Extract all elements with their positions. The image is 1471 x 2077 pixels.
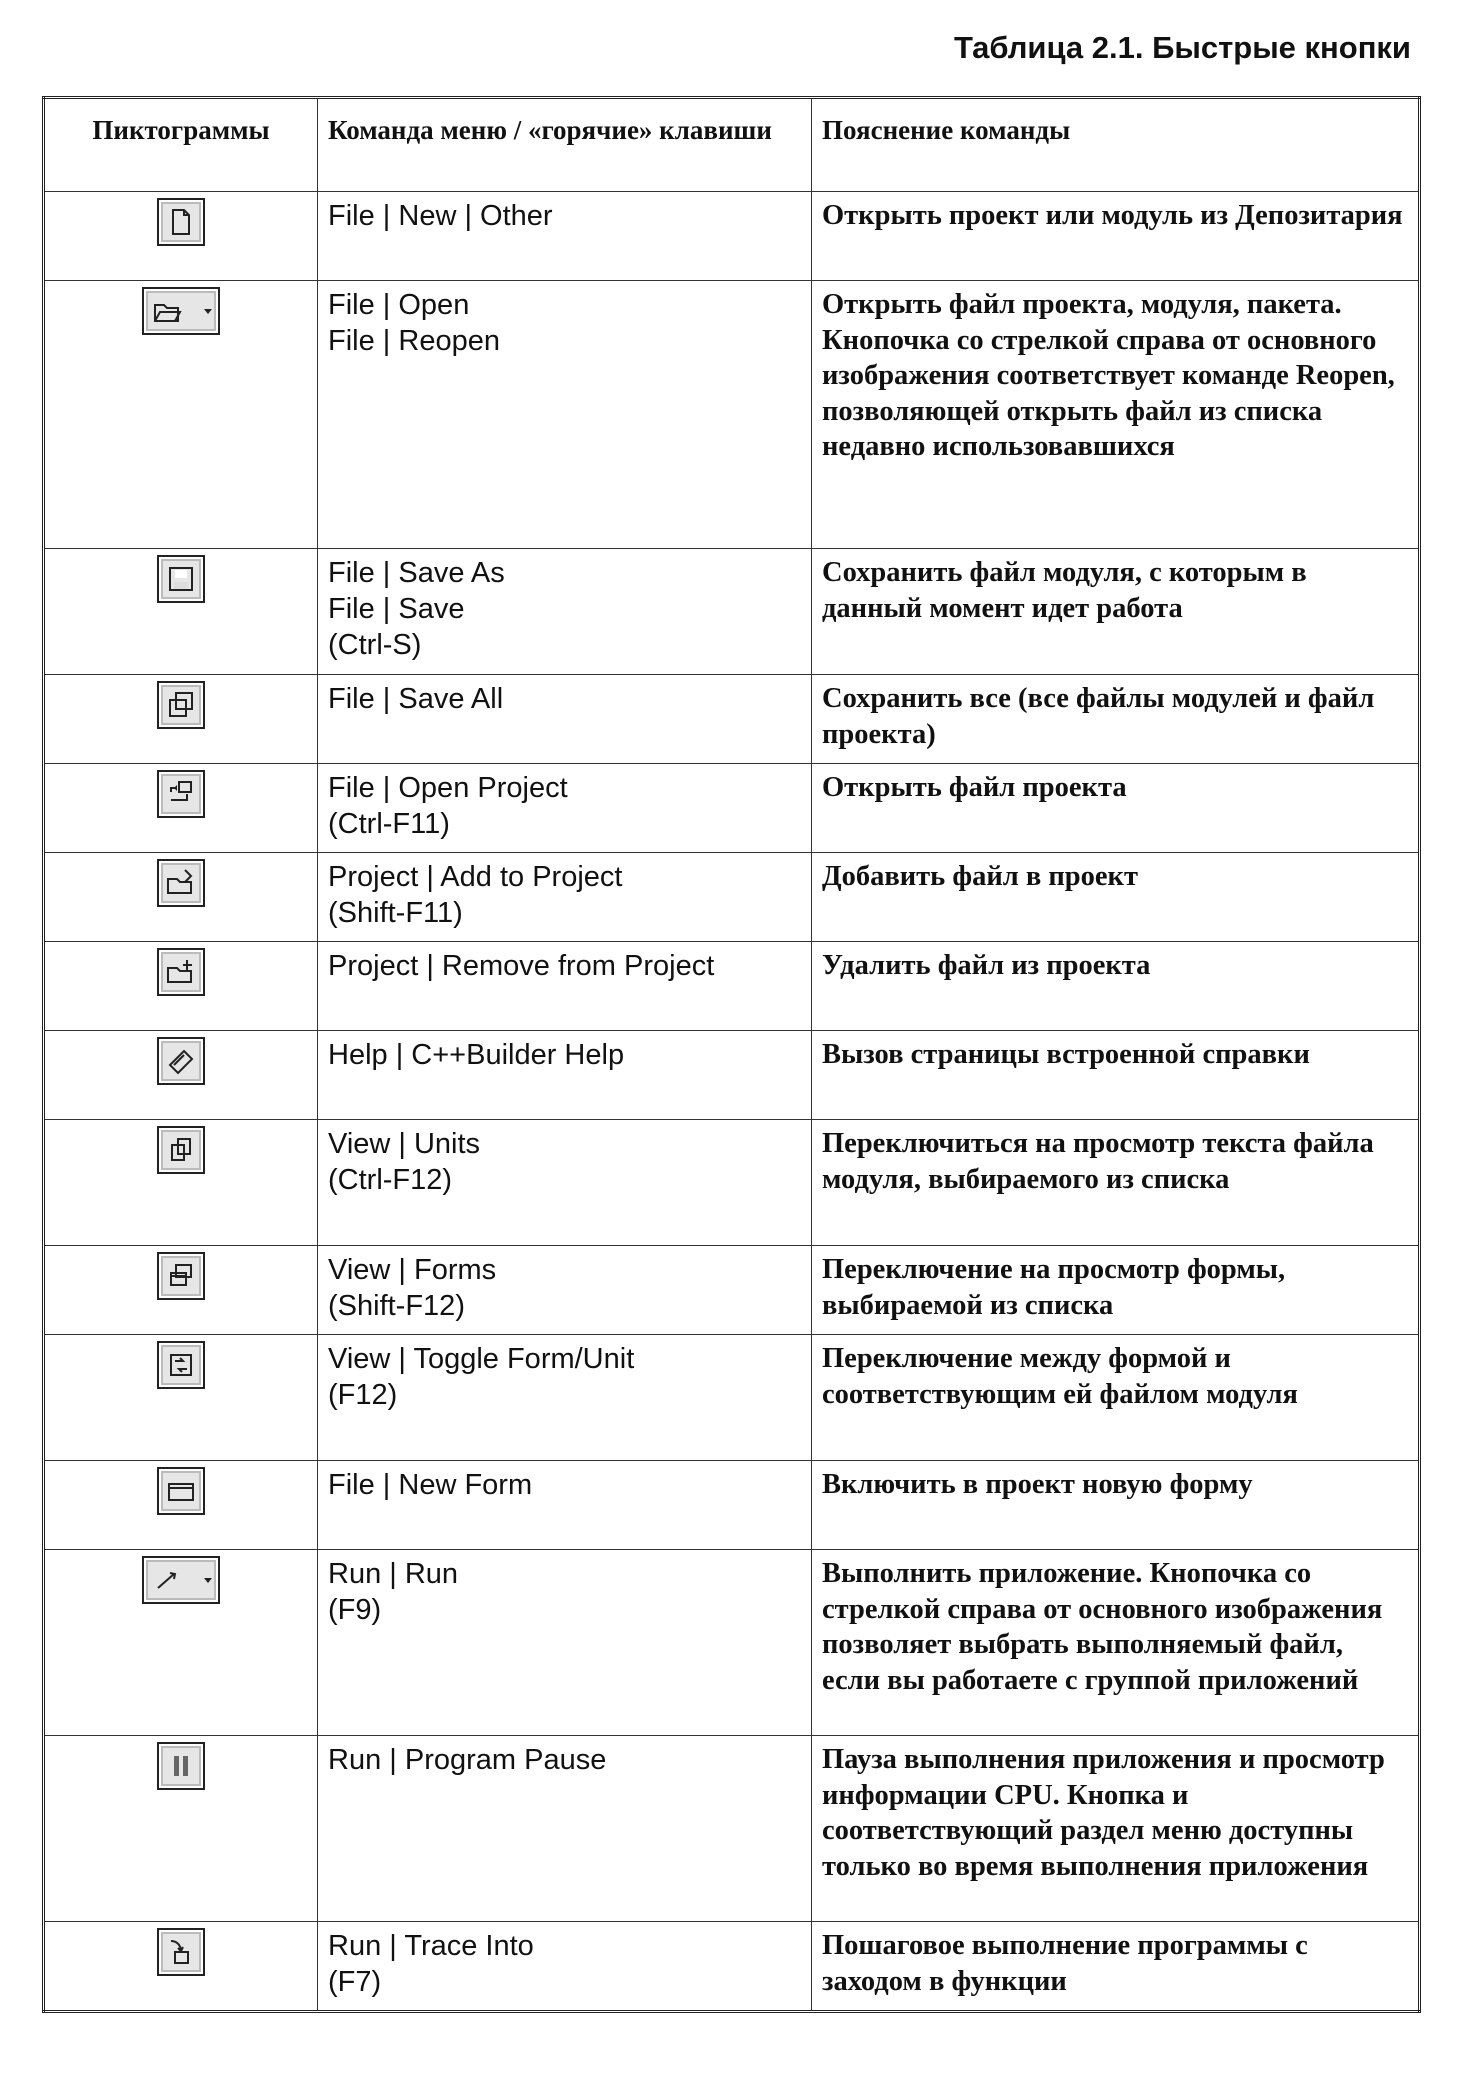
- command-cell: Project | Remove from Project: [318, 942, 812, 1031]
- command-cell: File | Save As File | Save (Ctrl-S): [318, 549, 812, 675]
- icon-cell: [44, 1922, 318, 2012]
- table-row: [44, 281, 1420, 549]
- table-row: [44, 1335, 1420, 1461]
- icon-cell: [44, 1461, 318, 1550]
- view-units-icon: [157, 1126, 205, 1174]
- table-row: [44, 549, 1420, 675]
- open-project-icon: [157, 770, 205, 818]
- toggle-form-unit-icon: [157, 1341, 205, 1389]
- command-cell: View | Forms (Shift-F12): [318, 1246, 812, 1335]
- table-row: [44, 192, 1420, 281]
- icon-cell: [44, 764, 318, 853]
- icon-cell: [44, 1246, 318, 1335]
- icon-cell: [44, 1550, 318, 1736]
- table-row: [44, 1120, 1420, 1246]
- icon-cell: [44, 192, 318, 281]
- description-cell: Выполнить приложение. Кнопочка со стрелкой справа от основного изображения позволяет выбрать выполняемый файл, если вы работаете с группой приложений: [812, 1550, 1420, 1736]
- description-cell: Переключение между формой и соответствующим ей файлом модуля: [812, 1335, 1420, 1461]
- new-form-icon: [157, 1467, 205, 1515]
- icon-cell: [44, 675, 318, 764]
- icon-cell: [44, 1120, 318, 1246]
- trace-into-icon: [157, 1928, 205, 1976]
- icon-cell: [44, 1031, 318, 1120]
- table-row: [44, 853, 1420, 942]
- command-cell: File | Open File | Reopen: [318, 281, 812, 549]
- save-all-icon: [157, 681, 205, 729]
- description-cell: Открыть файл проекта: [812, 764, 1420, 853]
- command-cell: File | Save All: [318, 675, 812, 764]
- command-cell: Run | Program Pause: [318, 1736, 812, 1922]
- table-header-row: [44, 98, 1420, 192]
- view-forms-icon: [157, 1252, 205, 1300]
- header-command: Команда меню / «горячие» клавиши: [318, 98, 812, 192]
- description-cell: Переключиться на просмотр текста файла модуля, выбираемого из списка: [812, 1120, 1420, 1246]
- table-row: [44, 942, 1420, 1031]
- description-cell: Переключение на просмотр формы, выбираемой из списка: [812, 1246, 1420, 1335]
- open-folder-dropdown-icon: [142, 287, 220, 335]
- command-cell: File | Open Project (Ctrl-F11): [318, 764, 812, 853]
- command-cell: Help | C++Builder Help: [318, 1031, 812, 1120]
- command-cell: Project | Add to Project (Shift-F11): [318, 853, 812, 942]
- command-cell: Run | Run (F9): [318, 1550, 812, 1736]
- quick-buttons-table: [42, 96, 1421, 2013]
- description-cell: Пауза выполнения приложения и просмотр информации CPU. Кнопка и соответствующий раздел меню доступны только во время выполнения приложения: [812, 1736, 1420, 1922]
- description-cell: Сохранить файл модуля, с которым в данный момент идет работа: [812, 549, 1420, 675]
- table-row: [44, 1550, 1420, 1736]
- icon-cell: [44, 853, 318, 942]
- description-cell: Сохранить все (все файлы модулей и файл проекта): [812, 675, 1420, 764]
- icon-cell: [44, 1736, 318, 1922]
- command-cell: View | Units (Ctrl-F12): [318, 1120, 812, 1246]
- header-icons: Пиктограммы: [44, 98, 318, 192]
- description-cell: Открыть файл проекта, модуля, пакета. Кнопочка со стрелкой справа от основного изображения соответствует команде Reopen, позволяющей открыть файл из списка недавно использовавшихся: [812, 281, 1420, 549]
- command-cell: File | New | Other: [318, 192, 812, 281]
- table-row: [44, 1922, 1420, 2012]
- table-row: [44, 764, 1420, 853]
- description-cell: Включить в проект новую форму: [812, 1461, 1420, 1550]
- save-disk-icon: [157, 555, 205, 603]
- command-cell: Run | Trace Into (F7): [318, 1922, 812, 2012]
- table-row: [44, 1461, 1420, 1550]
- new-other-icon: [157, 198, 205, 246]
- table-row: [44, 1246, 1420, 1335]
- table-row: [44, 1736, 1420, 1922]
- description-cell: Пошаговое выполнение программы с заходом в функции: [812, 1922, 1420, 2012]
- command-cell: File | New Form: [318, 1461, 812, 1550]
- program-pause-icon: [157, 1742, 205, 1790]
- description-cell: Открыть проект или модуль из Депозитария: [812, 192, 1420, 281]
- icon-cell: [44, 942, 318, 1031]
- icon-cell: [44, 281, 318, 549]
- table-caption: Таблица 2.1. Быстрые кнопки: [953, 30, 1411, 65]
- help-book-icon: [157, 1037, 205, 1085]
- command-cell: View | Toggle Form/Unit (F12): [318, 1335, 812, 1461]
- remove-from-project-icon: [157, 948, 205, 996]
- description-cell: Удалить файл из проекта: [812, 942, 1420, 1031]
- icon-cell: [44, 549, 318, 675]
- description-cell: Добавить файл в проект: [812, 853, 1420, 942]
- table-row: [44, 1031, 1420, 1120]
- description-cell: Вызов страницы встроенной справки: [812, 1031, 1420, 1120]
- add-to-project-icon: [157, 859, 205, 907]
- table-row: [44, 675, 1420, 764]
- run-dropdown-icon: [142, 1556, 220, 1604]
- icon-cell: [44, 1335, 318, 1461]
- header-description: Пояснение команды: [812, 98, 1420, 192]
